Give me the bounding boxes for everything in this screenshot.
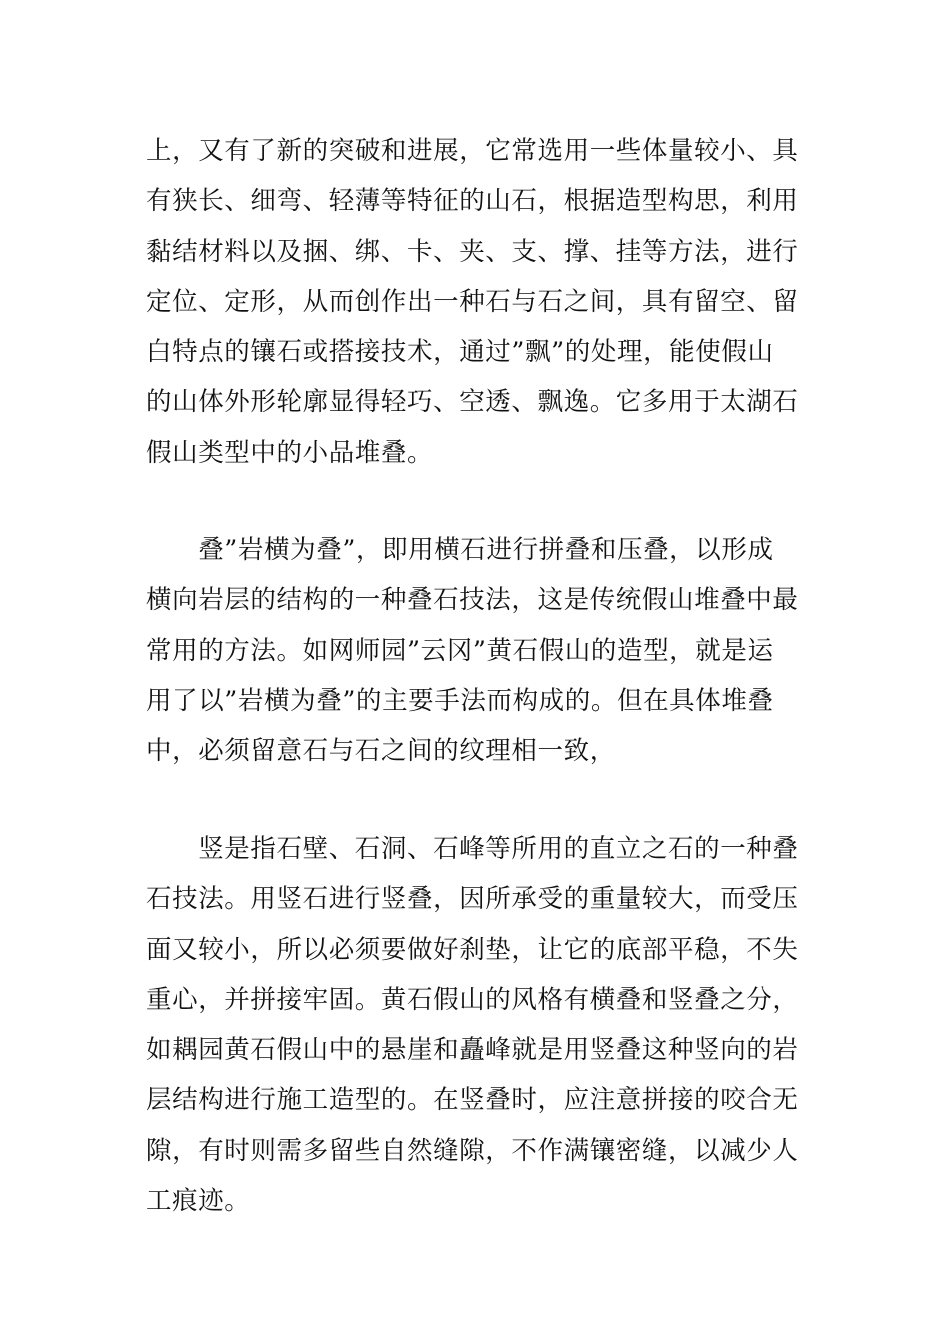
paragraph-vertical-stacking: 竖是指石壁、石洞、石峰等所用的直立之石的一种叠 石技法。用竖石进行竖叠，因所承受的重量较大，而受压 面又较小，所以必须要做好刹垫，让它的底部平稳，不失 重心，并拼接牢固。黄石假山的风格有横叠和竖叠之分， 如耦园黄石假山中的悬崖和矗峰就是用竖叠这种竖向的岩 层结构进行施工造型的。在竖叠时，应注意拼接的咬合无 隙，有时则需多留些自然缝隙，不作满镶密缝，以减少人 工痕迹。: [146, 834, 799, 1217]
paragraph-continuation: 上，又有了新的突破和进展，它常选用一些体量较小、具 有狭长、细弯、轻薄等特征的山石，根据造型构思，利用 黏结材料以及捆、绑、卡、夹、支、撑、挂等方法，进行 定位、定形，从而创作出一种石与石之间，具有留空、留 白特点的镶石或搭接技术，通过”飘”的处理，能使假山 的山体外形轮廓显得轻巧、空透、飘逸。它多用于太湖石 假山类型中的小品堆叠。: [146, 136, 799, 468]
paragraph-horizontal-stacking: 叠”岩横为叠”，即用横石进行拼叠和压叠，以形成 横向岩层的结构的一种叠石技法，这是传统假山堆叠中最 常用的方法。如网师园”云冈”黄石假山的造型，就是运 用了以”岩横为叠”的主要手法而构成的。但在具体堆叠 中，必须留意石与石之间的纹理相一致，: [146, 535, 799, 767]
